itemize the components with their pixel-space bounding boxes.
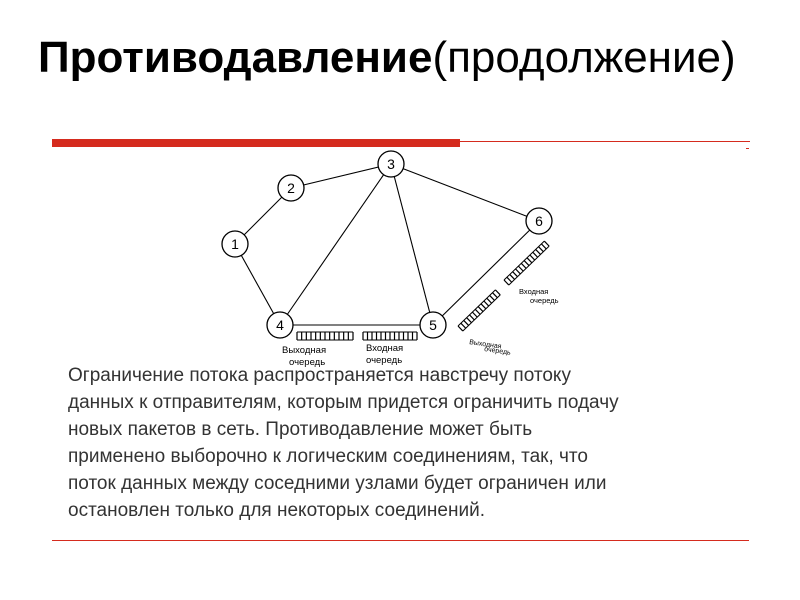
edge-3-5 (391, 164, 433, 325)
node-2 (278, 175, 304, 201)
node-1 (222, 231, 248, 257)
node-label: 3 (387, 156, 395, 172)
node-3 (378, 151, 404, 177)
queue-label-in-5-6-line1: Входная (519, 287, 549, 296)
node-label: 1 (231, 236, 239, 252)
node-4 (267, 312, 293, 338)
body-line: новых пакетов в сеть. Противодавление может быть (68, 419, 533, 440)
queue-label-out-4-5-line1: Выходная (282, 345, 327, 356)
node-label: 4 (276, 317, 284, 333)
node-label: 5 (429, 317, 437, 333)
queue-in-4-5 (363, 332, 417, 340)
node-5 (420, 312, 446, 338)
queue-label-out-4-5-line2: очередь (289, 357, 326, 368)
body-line: Ограничение потока распространяется навстречу потоку (68, 365, 571, 386)
queue-in-5-6 (504, 241, 549, 285)
queue-label-in-4-5-line1: Входная (366, 343, 404, 354)
edge-1-4 (235, 244, 280, 325)
body-line: данных к отправителям, которым придется ограничить подачу (68, 392, 619, 413)
body-line: применено выборочно к логическим соединениям, так, что (68, 446, 588, 467)
queue-label-out-5-6-line1: Выходная (468, 339, 502, 351)
title-main: Противодавление (38, 33, 433, 82)
queue-label-in-5-6-line2: очередь (530, 296, 559, 305)
title-continuation: (продолжение) (432, 33, 736, 82)
node-6 (526, 208, 552, 234)
node-label: 6 (535, 213, 543, 229)
queue-out-4-5 (297, 332, 353, 340)
node-label: 2 (287, 180, 295, 196)
body-line: остановлен только для некоторых соединений. (68, 500, 485, 521)
queue-label-in-4-5-line2: очередь (366, 355, 403, 366)
edge-2-3 (291, 164, 391, 188)
bottom-divider (52, 540, 749, 541)
body-paragraph (68, 362, 738, 524)
edge-5-6 (433, 221, 539, 325)
queue-label-out-5-6-line2: очередь (483, 346, 512, 357)
queue-out-5-6 (458, 290, 500, 331)
edge-3-6 (391, 164, 539, 221)
body-line: поток данных между соседними узлами будет ограничен или (68, 473, 607, 494)
